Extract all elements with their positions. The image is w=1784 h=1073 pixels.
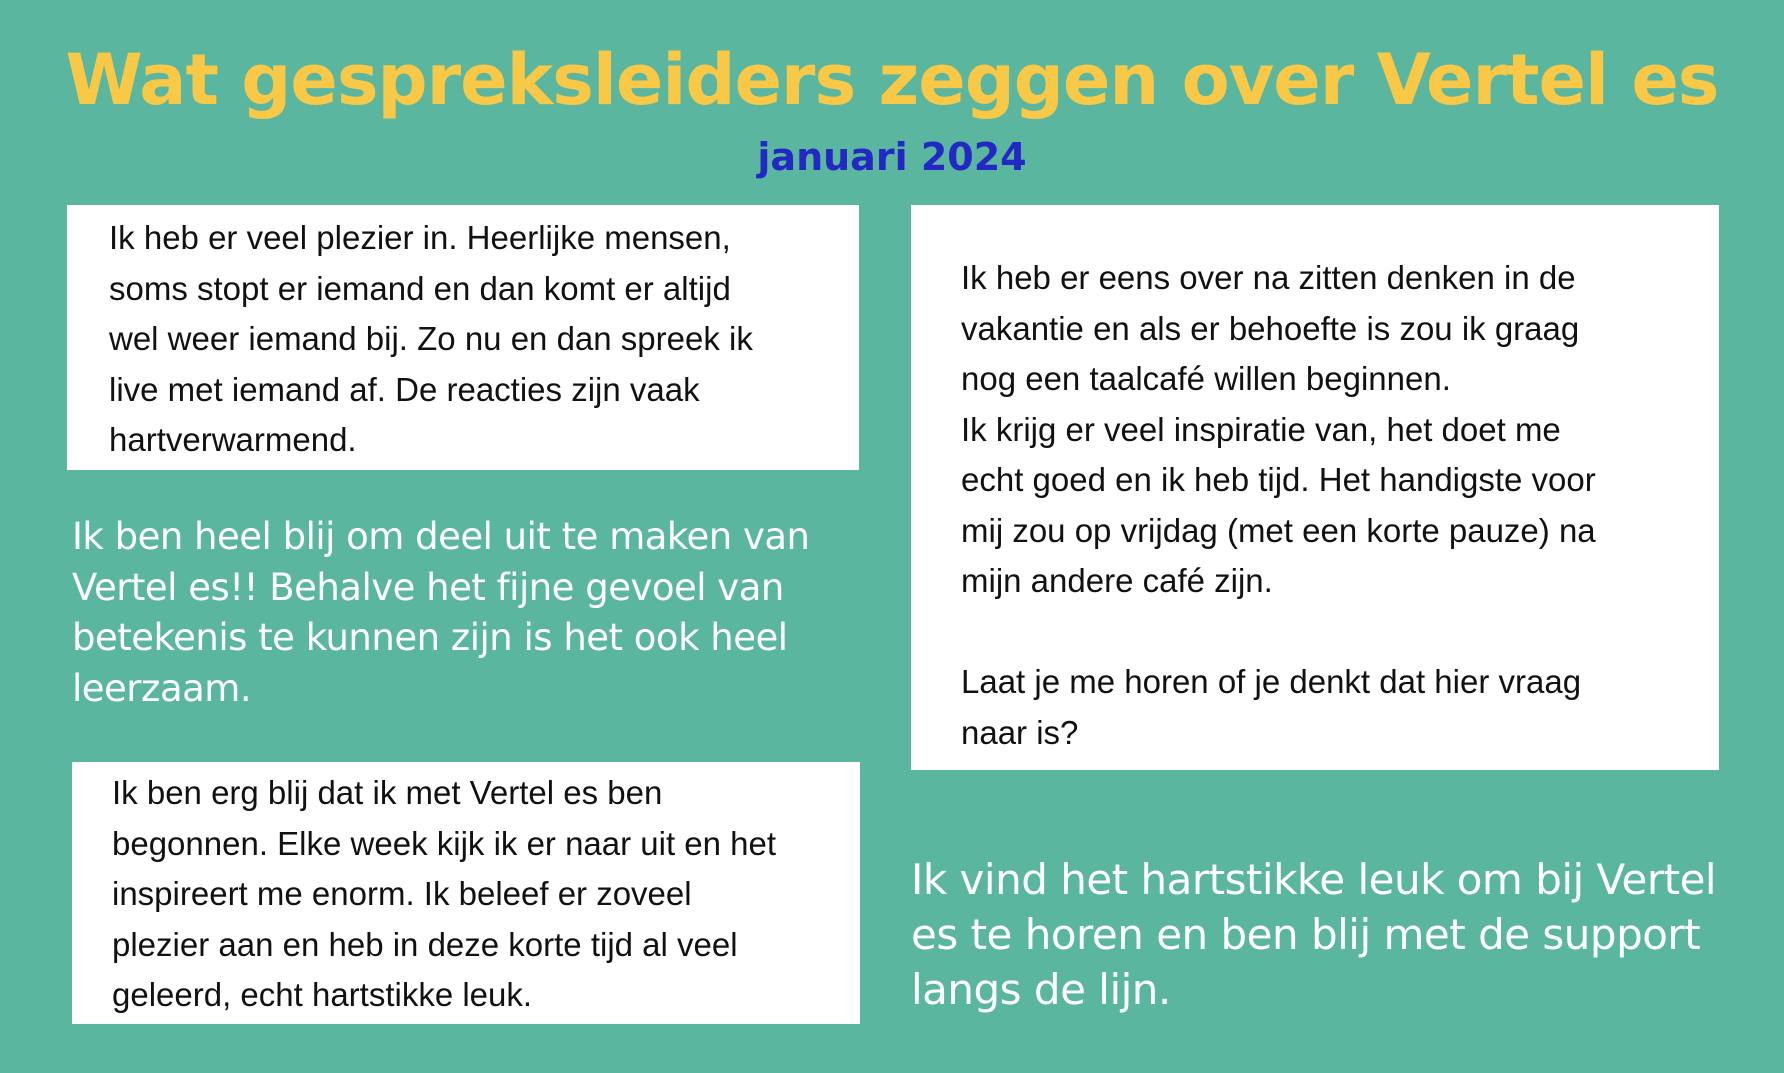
page-date: januari 2024 — [757, 135, 1027, 179]
quote-text: Ik vind het hartstikke leuk om bij Vertel es te horen en ben blij met de support langs de lijn. — [911, 855, 1717, 1014]
page-title: Wat gespreksleiders zeggen over Vertel es — [65, 39, 1719, 121]
quote-card — [911, 205, 1719, 770]
quote-text: Ik heb er eens over na zitten denken in de vakantie en als er behoefte is zou ik graag nog een taalcafé willen beginnen. Ik krijg er veel inspiratie van, het doet me echt goed en ik heb tijd. Het handigste voor mij zou op vrijdag (met een korte pauze) na mijn andere café zijn. Laat je me horen of je denkt dat hier vraag naar is? — [961, 259, 1596, 751]
quote-text: Ik ben erg blij dat ik met Vertel es ben begonnen. Elke week kijk ik er naar uit en het inspireert me enorm. Ik beleef er zoveel plezier aan en heb in deze korte tijd al veel geleerd, echt hartstikke leuk. — [112, 774, 777, 1013]
quote-text: Ik heb er veel plezier in. Heerlijke mensen, soms stopt er iemand en dan komt er altijd wel weer iemand bij. Zo nu en dan spreek ik live met iemand af. De reacties zijn vaak hartverwarmend. — [109, 219, 753, 458]
quote-text: Ik ben heel blij om deel uit te maken van Vertel es!! Behalve het fijne gevoel van betekenis te kunnen zijn is het ook heel leerzaam. — [72, 515, 810, 710]
quote-card — [67, 205, 859, 470]
quote-card — [72, 762, 860, 1024]
